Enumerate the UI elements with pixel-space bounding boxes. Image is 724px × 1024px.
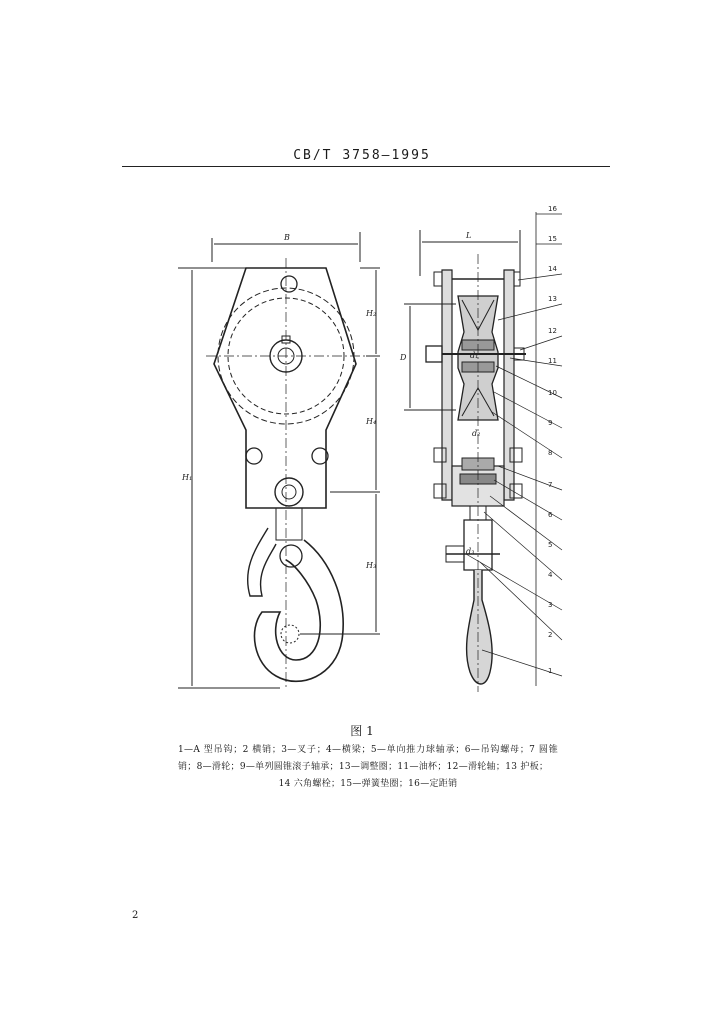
hook-latch	[248, 528, 276, 596]
part-number-7: 7	[548, 481, 553, 489]
hook-body	[254, 540, 343, 681]
legend-line-1: 1—A 型吊钩；2 横销；3—叉子；4—横梁；5—单向推力球轴承；6—吊钩螺母；7 圆锥	[178, 745, 558, 755]
label-h2: H₂	[366, 309, 377, 318]
label-b: B	[284, 233, 290, 242]
label-d1: d₁	[470, 351, 479, 360]
right-side-plate	[504, 270, 514, 500]
part-number-14: 14	[548, 265, 557, 273]
left-bolt-head	[246, 448, 262, 464]
standard-code-header: CB/T 3758—1995	[293, 148, 431, 163]
part-number-5: 5	[548, 541, 553, 549]
part-number-4: 4	[548, 571, 553, 579]
hook-side-profile	[467, 570, 493, 684]
page-number: 2	[132, 910, 139, 921]
label-h3: H₃	[366, 561, 377, 570]
part-number-9: 9	[548, 419, 553, 427]
part-number-8: 8	[548, 449, 553, 457]
part-number-16: 16	[548, 205, 557, 213]
label-h1: H₁	[182, 473, 193, 482]
label-d2: d₂	[472, 429, 481, 438]
section-view	[399, 212, 536, 692]
hook-throat	[281, 625, 299, 643]
part-number-3: 3	[548, 601, 553, 609]
label-d: D	[400, 353, 407, 362]
legend-line-2: 销；8—滑轮；9—单列圆锥滚子轴承；13—调整圈；11—油杯；12—滑轮轴；13 护板；	[178, 762, 549, 772]
part-number-13: 13	[548, 295, 557, 303]
label-d3: d₃	[466, 547, 475, 556]
part-number-10: 10	[548, 389, 557, 397]
figure-caption-title: 图 1	[350, 724, 374, 738]
axle-nut-left	[426, 346, 442, 362]
top-bolt-head	[281, 276, 297, 292]
hook-nut-boss	[275, 478, 303, 506]
label-h4: H₄	[366, 417, 377, 426]
part-number-12: 12	[548, 327, 557, 335]
leader-line-12	[520, 336, 562, 350]
figure-legend	[178, 742, 558, 793]
legend-line-3: 14 六角螺栓；15—弹簧垫圈；16—定距销	[278, 779, 458, 789]
front-view	[178, 232, 380, 690]
hook-nut-hole	[282, 485, 296, 499]
part-number-2: 2	[548, 631, 553, 639]
hook-shank	[276, 508, 302, 540]
part-number-1: 1	[548, 667, 553, 675]
part-number-6: 6	[548, 511, 553, 519]
part-number-11: 11	[548, 357, 557, 365]
leader-line-14	[518, 274, 562, 280]
label-l: L	[466, 231, 472, 240]
part-number-15: 15	[548, 235, 557, 243]
